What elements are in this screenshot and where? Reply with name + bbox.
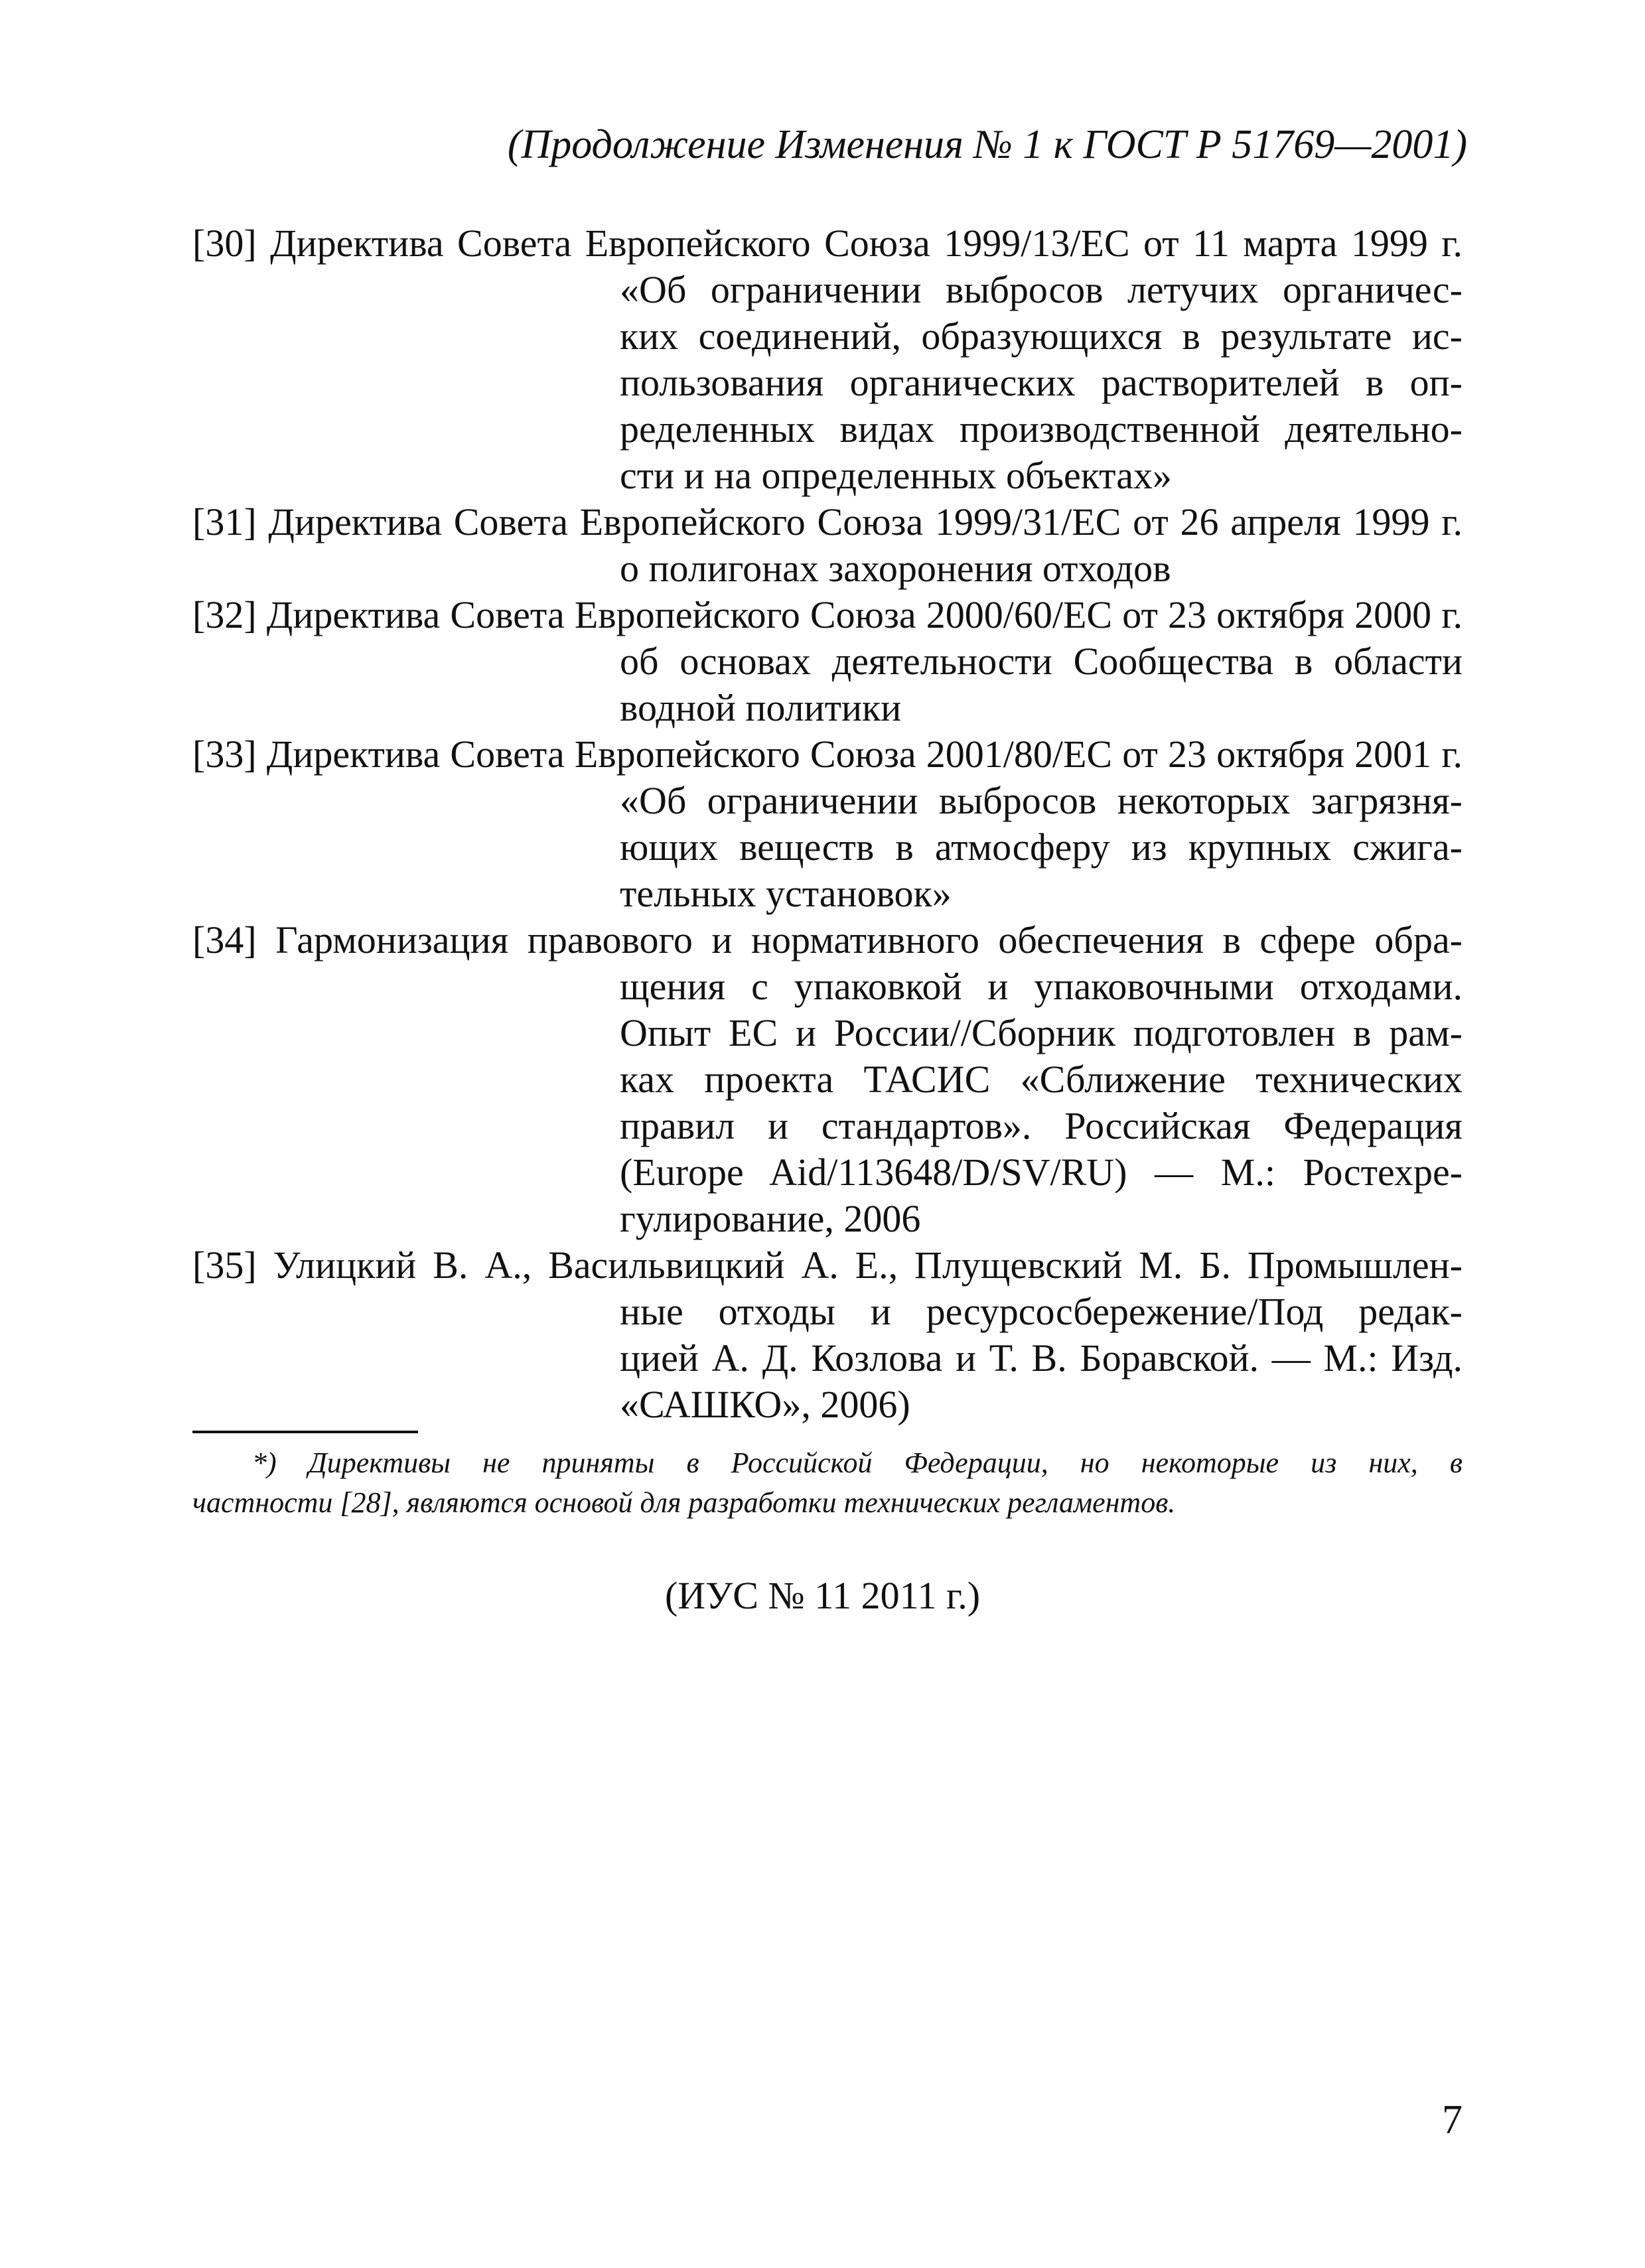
reference-entry-31: [192, 499, 1463, 592]
reference-line: ких соединений, образующихся в результате ис-: [620, 315, 1463, 358]
reference-head: [32] Директива Совета Европейского Союза 2000/60/ЕС от 23 октября 2000 г.: [192, 593, 1463, 636]
reference-line: о полигонах захоронения отходов: [620, 547, 1171, 590]
reference-head: [35] Улицкий В. А., Васильвицкий А. Е., Плущевский М. Б. Промышлен-: [192, 1243, 1463, 1287]
reference-line: гулирование, 2006: [620, 1197, 921, 1240]
reference-entry-34: [192, 917, 1463, 1242]
reference-line: правил и стандартов». Российская Федерация: [620, 1104, 1463, 1147]
reference-line: Опыт ЕС и России//Сборник подготовлен в рам-: [620, 1011, 1463, 1054]
reference-entry-32: [192, 592, 1463, 731]
reference-line: ющих веществ в атмосферу из крупных сжига-: [620, 825, 1463, 869]
footnote-divider: [192, 1431, 418, 1433]
reference-line: сти и на определенных объектах»: [620, 454, 1172, 497]
reference-line: «Об ограничении выбросов летучих органичес-: [620, 268, 1463, 311]
footnote-text-1: Директивы не приняты в Российской Федерации, но некоторые из них, в: [308, 1447, 1463, 1479]
footnote: [192, 1443, 1463, 1523]
reference-entry-35: [192, 1242, 1463, 1428]
reference-line: цией А. Д. Козлова и Т. В. Боравской. — М.: Изд.: [620, 1336, 1463, 1380]
reference-line: тельных установок»: [620, 872, 952, 915]
footnote-line-1: [192, 1443, 1463, 1483]
reference-line: ные отходы и ресурсосбережение/Под редак-: [620, 1290, 1463, 1333]
page-header: (Продолжение Изменения № 1 к ГОСТ Р 51769—2001): [507, 122, 1467, 167]
reference-line: об основах деятельности Сообщества в области: [620, 640, 1463, 683]
reference-continuation: [620, 545, 1463, 592]
reference-head: [34] Гармонизация правового и нормативного обеспечения в сфере обра-: [192, 918, 1463, 961]
footnote-marker: *): [252, 1447, 277, 1479]
reference-continuation: [620, 1289, 1463, 1428]
reference-continuation: [620, 778, 1463, 917]
reference-head: [31] Директива Совета Европейского Союза 1999/31/ЕС от 26 апреля 1999 г.: [192, 500, 1463, 543]
reference-entry-33: [192, 731, 1463, 917]
reference-continuation: [620, 963, 1463, 1242]
reference-continuation: [620, 638, 1463, 731]
reference-entry-30: [192, 220, 1463, 499]
reference-line: ках проекта ТАСИС «Сближение технических: [620, 1058, 1463, 1101]
reference-line: ределенных видах производственной деятельно-: [620, 407, 1463, 451]
reference-continuation: [620, 267, 1463, 499]
footnote-line-2: частности [28], являются основой для разработки технических регламентов.: [192, 1486, 1176, 1519]
reference-head: [30] Директива Совета Европейского Союза 1999/13/ЕС от 11 марта 1999 г.: [192, 222, 1463, 265]
page-number: 7: [1442, 2097, 1463, 2143]
reference-line: «Об ограничении выбросов некоторых загрязня-: [620, 779, 1463, 822]
ius-reference: (ИУС № 11 2011 г.): [664, 1574, 981, 1617]
reference-line: (Europe Aid/113648/D/SV/RU) — М.: Ростехре-: [620, 1151, 1463, 1194]
reference-line: водной политики: [620, 686, 902, 729]
reference-line: пользования органических растворителей в оп-: [620, 361, 1463, 404]
reference-line: «САШКО», 2006): [620, 1383, 910, 1426]
reference-line: щения с упаковкой и упаковочными отходами.: [620, 965, 1463, 1008]
reference-head: [33] Директива Совета Европейского Союза 2001/80/ЕС от 23 октября 2001 г.: [192, 733, 1463, 776]
